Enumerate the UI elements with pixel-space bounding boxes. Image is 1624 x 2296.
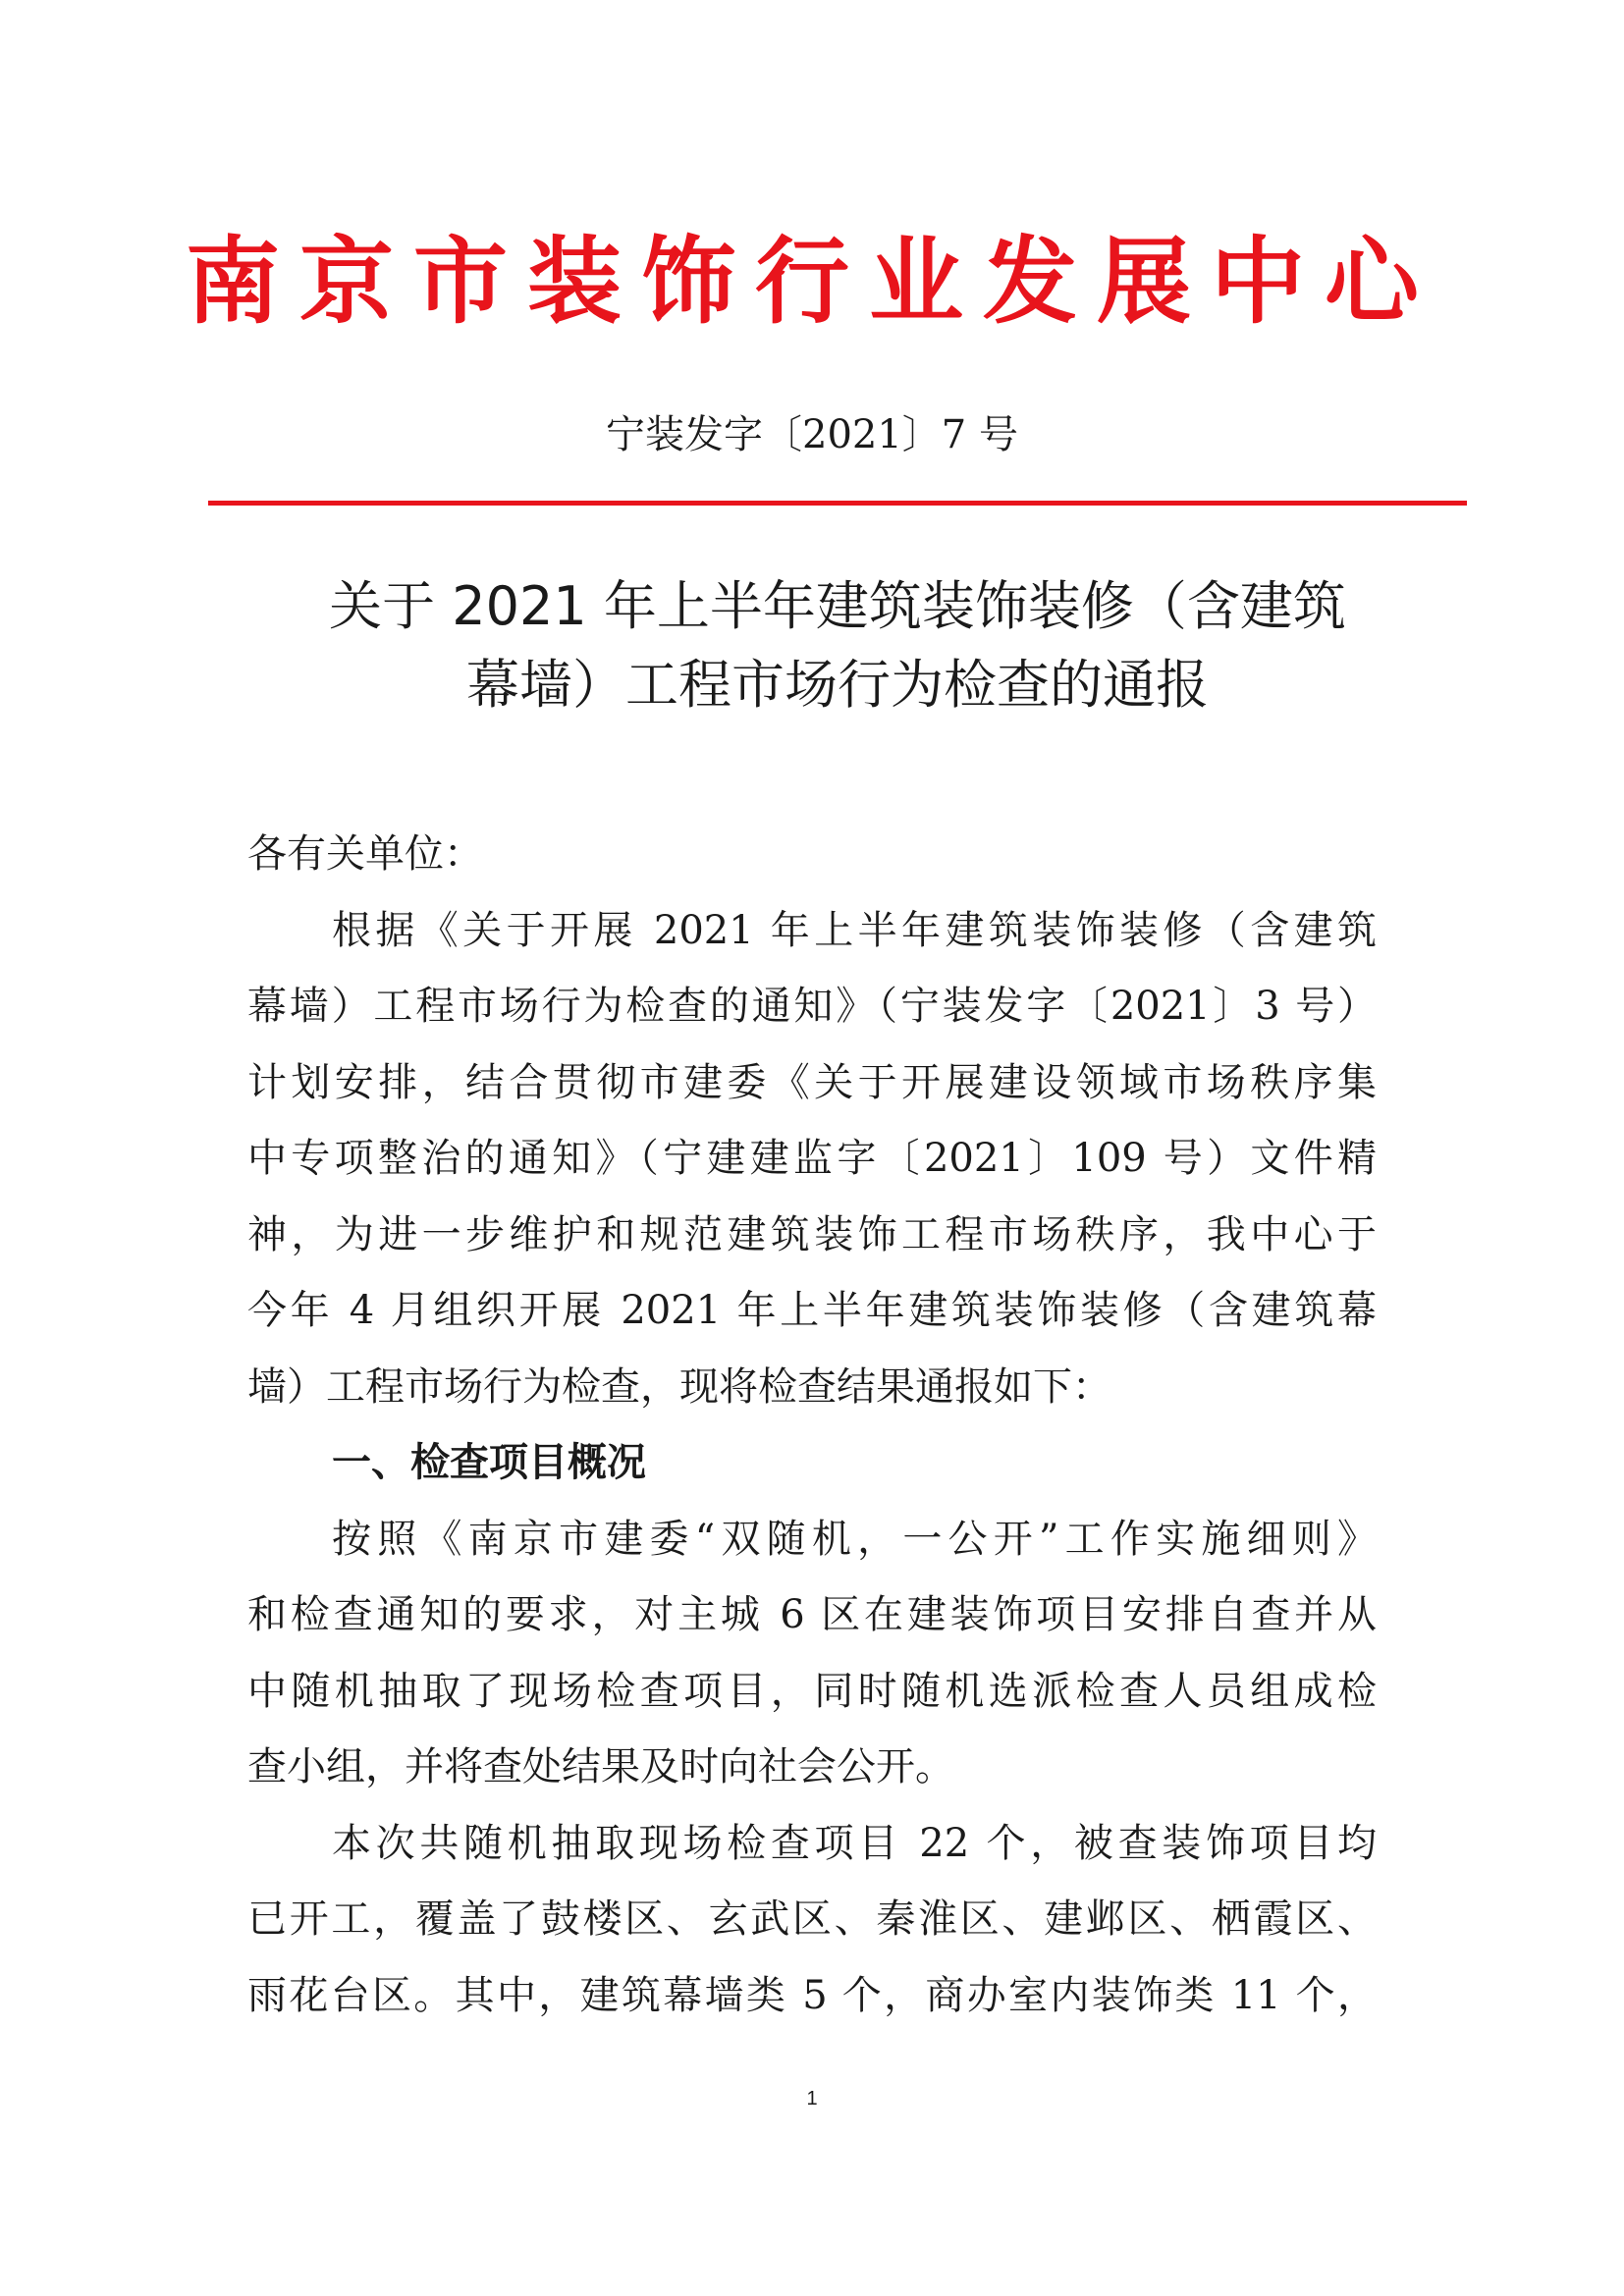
issuer-header: 南京市装饰行业发展中心	[186, 227, 1438, 337]
paragraph-1-line: 墙）工程市场行为检查，现将检查结果通报如下：	[247, 1363, 1111, 1410]
notice-title	[208, 567, 1467, 724]
paragraph-2-line: 中随机抽取了现场检查项目，同时随机选派检查人员组成检	[247, 1668, 1377, 1714]
paragraph-1-line: 今年 4 月组织开展 2021 年上半年建筑装饰装修（含建筑幕	[247, 1288, 1377, 1333]
paragraph-3-line: 已开工，覆盖了鼓楼区、玄武区、秦淮区、建邺区、栖霞区、	[247, 1896, 1377, 1942]
notice-title-line-2: 幕墙）工程市场行为检查的通报	[466, 654, 1209, 716]
paragraph-1-line: 中专项整治的通知》（宁建建监字〔2021〕109 号）文件精	[247, 1136, 1377, 1181]
paragraph-3-line: 本次共随机抽取现场检查项目 22 个，被查装饰项目均	[332, 1820, 1377, 1866]
paragraph-1-line: 计划安排，结合贯彻市建委《关于开展建设领域市场秩序集	[247, 1059, 1377, 1105]
notice-title-line-1: 关于 2021 年上半年建筑装饰装修（含建筑	[329, 575, 1346, 637]
paragraph-1-line: 幕墙）工程市场行为检查的通知》（宁装发字〔2021〕3 号）	[247, 984, 1377, 1029]
page-number: 1	[806, 2088, 818, 2109]
paragraph-1-line: 神，为进一步维护和规范建筑装饰工程市场秩序，我中心于	[247, 1211, 1377, 1257]
paragraph-3-line: 雨花台区。其中，建筑幕墙类 5 个，商办室内装饰类 11 个，	[247, 1972, 1377, 2018]
paragraph-2-line: 按照《南京市建委“双随机，一公开”工作实施细则》	[332, 1516, 1377, 1562]
document-number: 宁装发字〔2021〕7 号	[606, 412, 1018, 457]
paragraph-1-line: 根据《关于开展 2021 年上半年建筑装饰装修（含建筑	[332, 907, 1377, 953]
document-body	[247, 817, 1377, 2034]
salutation: 各有关单位：	[247, 831, 483, 877]
section-heading-1: 一、检查项目概况	[332, 1440, 646, 1485]
paragraph-2-line: 和检查通知的要求，对主城 6 区在建装饰项目安排自查并从	[247, 1592, 1377, 1637]
paragraph-2-line: 查小组，并将查处结果及时向社会公开。	[247, 1744, 954, 1789]
red-divider	[208, 501, 1467, 506]
